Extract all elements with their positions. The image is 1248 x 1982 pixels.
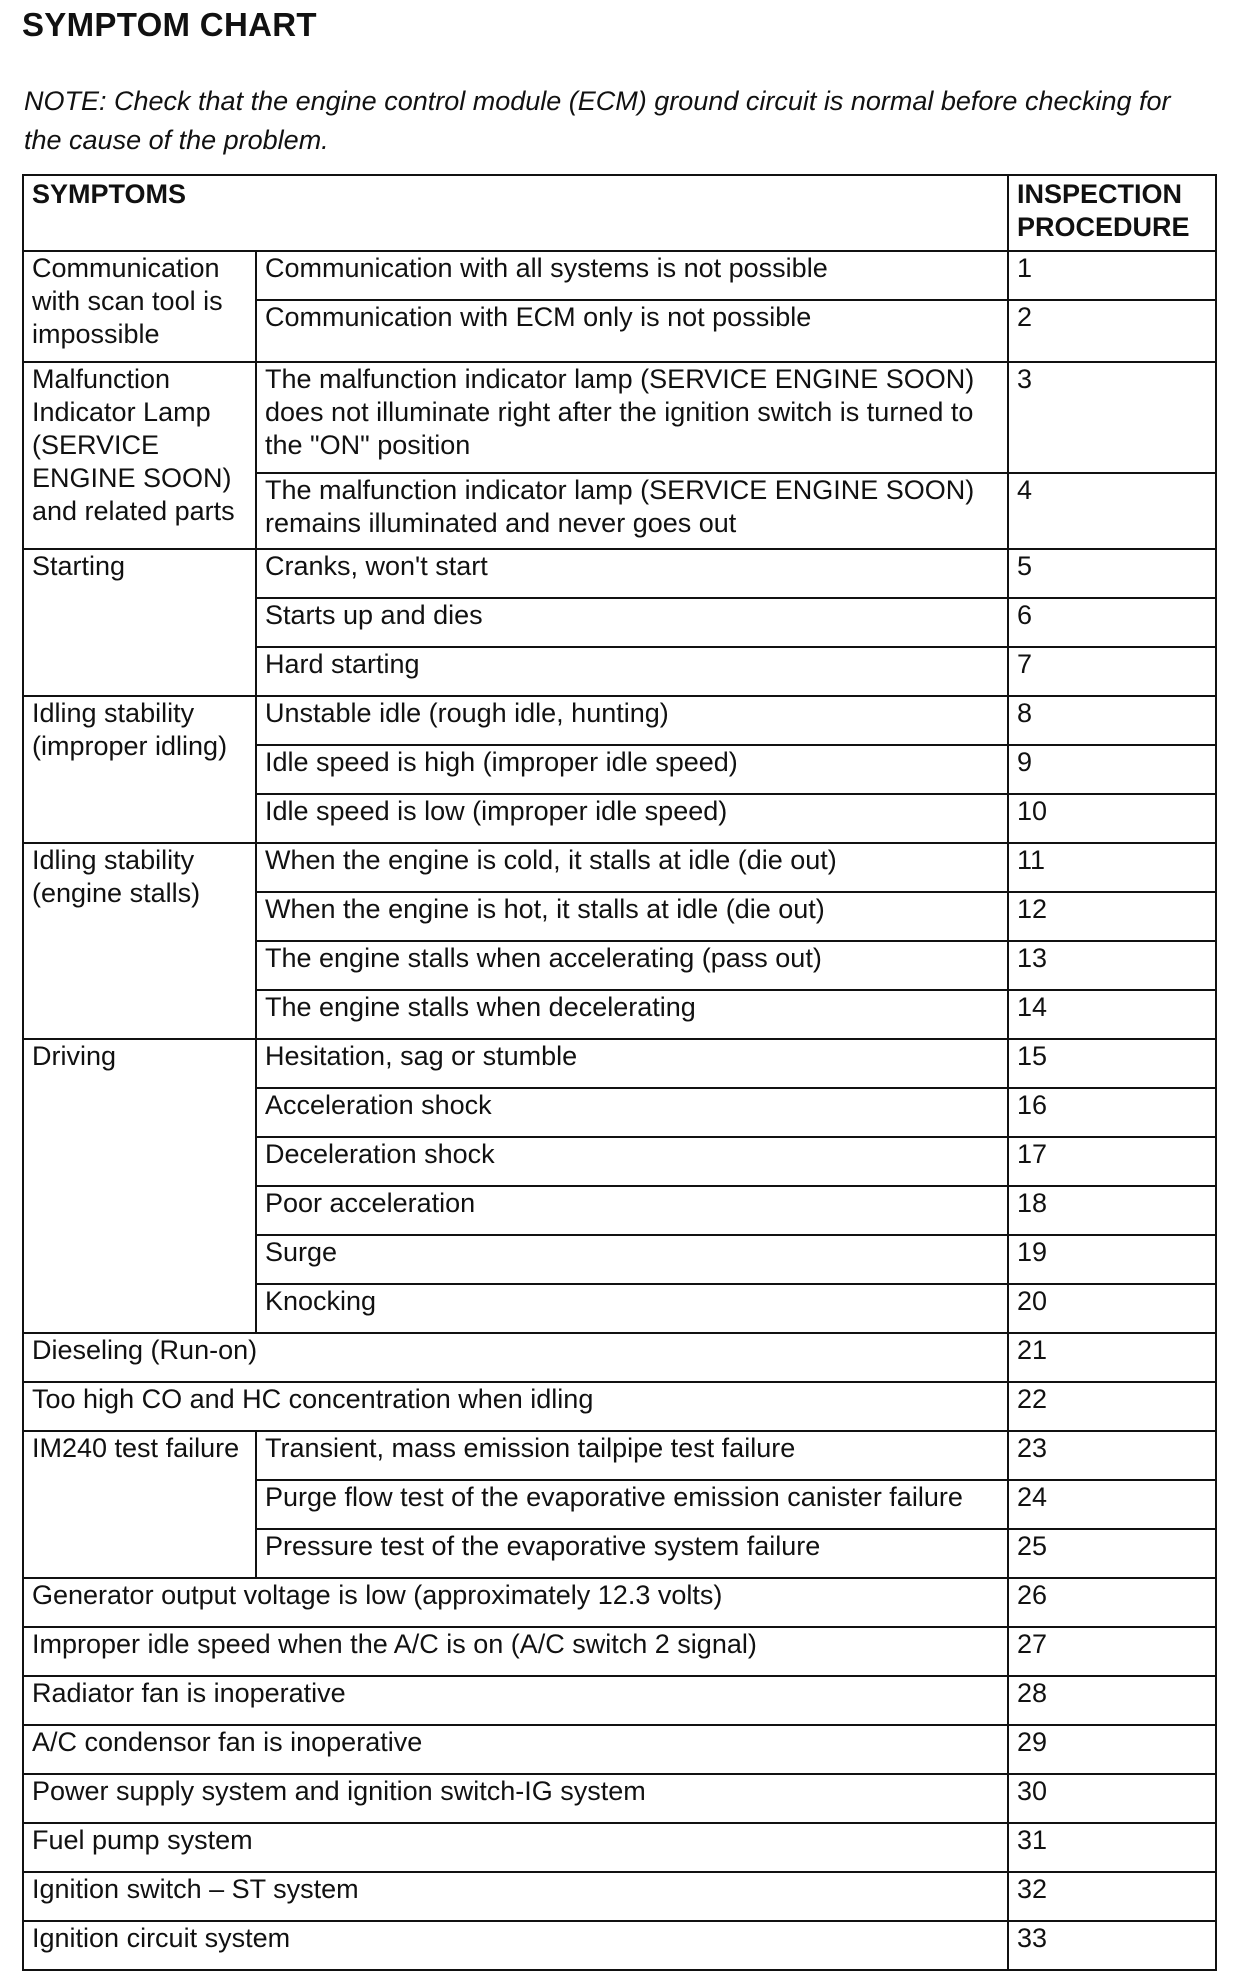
- group-communication: Communication with scan tool is impossible: [23, 251, 256, 362]
- group-idling-improper: Idling stability (improper idling): [23, 696, 256, 843]
- symptom-cell: Communication with all systems is not possible: [256, 251, 1008, 300]
- symptom-cell: Pressure test of the evaporative system failure: [256, 1529, 1008, 1578]
- procedure-cell: 24: [1008, 1480, 1216, 1529]
- symptom-cell: Hard starting: [256, 647, 1008, 696]
- procedure-cell: 25: [1008, 1529, 1216, 1578]
- note-text: NOTE: Check that the engine control module (ECM) ground circuit is normal before checking for the cause of the problem.: [24, 86, 1171, 155]
- symptom-cell: Surge: [256, 1235, 1008, 1284]
- procedure-cell: 10: [1008, 794, 1216, 843]
- group-driving: Driving: [23, 1039, 256, 1333]
- table-row: [23, 1823, 1216, 1872]
- procedure-cell: 29: [1008, 1725, 1216, 1774]
- procedure-cell: 6: [1008, 598, 1216, 647]
- symptom-cell: Acceleration shock: [256, 1088, 1008, 1137]
- table-row: [23, 843, 1216, 892]
- procedure-cell: 31: [1008, 1823, 1216, 1872]
- procedure-cell: 28: [1008, 1676, 1216, 1725]
- table-row: [23, 549, 1216, 598]
- table-row: [23, 1676, 1216, 1725]
- page-title: SYMPTOM CHART: [22, 6, 317, 43]
- symptom-cell: Fuel pump system: [23, 1823, 1008, 1872]
- header-symptoms: SYMPTOMS: [23, 175, 1008, 251]
- procedure-cell: 15: [1008, 1039, 1216, 1088]
- table-row: [23, 1578, 1216, 1627]
- table-row: [23, 1921, 1216, 1970]
- procedure-cell: 30: [1008, 1774, 1216, 1823]
- table-row: [23, 362, 1216, 473]
- table-row: [23, 1039, 1216, 1088]
- symptom-table: [22, 174, 1217, 1971]
- symptom-cell: A/C condensor fan is inoperative: [23, 1725, 1008, 1774]
- symptom-cell: The malfunction indicator lamp (SERVICE ENGINE SOON) does not illuminate right after the ignition switch is turned to the "ON" position: [256, 362, 1008, 473]
- symptom-cell: Power supply system and ignition switch-IG system: [23, 1774, 1008, 1823]
- procedure-cell: 3: [1008, 362, 1216, 473]
- symptom-cell: Ignition circuit system: [23, 1921, 1008, 1970]
- symptom-cell: Deceleration shock: [256, 1137, 1008, 1186]
- procedure-cell: 9: [1008, 745, 1216, 794]
- procedure-cell: 5: [1008, 549, 1216, 598]
- procedure-cell: 26: [1008, 1578, 1216, 1627]
- table-row: [23, 1627, 1216, 1676]
- procedure-cell: 14: [1008, 990, 1216, 1039]
- symptom-cell: The malfunction indicator lamp (SERVICE ENGINE SOON) remains illuminated and never goes out: [256, 473, 1008, 549]
- procedure-cell: 17: [1008, 1137, 1216, 1186]
- symptom-cell: When the engine is hot, it stalls at idle (die out): [256, 892, 1008, 941]
- table-row: [23, 251, 1216, 300]
- table-header-row: [23, 175, 1216, 251]
- procedure-cell: 21: [1008, 1333, 1216, 1382]
- symptom-cell: Idle speed is high (improper idle speed): [256, 745, 1008, 794]
- table-row: [23, 1872, 1216, 1921]
- procedure-cell: 20: [1008, 1284, 1216, 1333]
- procedure-cell: 32: [1008, 1872, 1216, 1921]
- symptom-cell: Purge flow test of the evaporative emission canister failure: [256, 1480, 1008, 1529]
- procedure-cell: 16: [1008, 1088, 1216, 1137]
- procedure-cell: 33: [1008, 1921, 1216, 1970]
- symptom-cell: Unstable idle (rough idle, hunting): [256, 696, 1008, 745]
- group-im240: IM240 test failure: [23, 1431, 256, 1578]
- symptom-cell: Radiator fan is inoperative: [23, 1676, 1008, 1725]
- procedure-cell: 22: [1008, 1382, 1216, 1431]
- procedure-cell: 19: [1008, 1235, 1216, 1284]
- group-mil: Malfunction Indicator Lamp (SERVICE ENGINE SOON) and related parts: [23, 362, 256, 549]
- group-idling-stalls: Idling stability (engine stalls): [23, 843, 256, 1039]
- procedure-cell: 12: [1008, 892, 1216, 941]
- procedure-cell: 11: [1008, 843, 1216, 892]
- symptom-cell: Ignition switch – ST system: [23, 1872, 1008, 1921]
- symptom-cell: Transient, mass emission tailpipe test failure: [256, 1431, 1008, 1480]
- header-procedure: INSPECTION PROCEDURE: [1008, 175, 1216, 251]
- symptom-cell: The engine stalls when decelerating: [256, 990, 1008, 1039]
- group-starting: Starting: [23, 549, 256, 696]
- procedure-cell: 23: [1008, 1431, 1216, 1480]
- symptom-cell: Generator output voltage is low (approximately 12.3 volts): [23, 1578, 1008, 1627]
- table-row: [23, 1382, 1216, 1431]
- symptom-cell: Communication with ECM only is not possible: [256, 300, 1008, 362]
- table-row: [23, 1774, 1216, 1823]
- procedure-cell: 13: [1008, 941, 1216, 990]
- procedure-cell: 18: [1008, 1186, 1216, 1235]
- symptom-cell: Starts up and dies: [256, 598, 1008, 647]
- symptom-cell: The engine stalls when accelerating (pass out): [256, 941, 1008, 990]
- symptom-cell: Too high CO and HC concentration when idling: [23, 1382, 1008, 1431]
- symptom-cell: Hesitation, sag or stumble: [256, 1039, 1008, 1088]
- table-row: [23, 1725, 1216, 1774]
- table-row: [23, 1431, 1216, 1480]
- procedure-cell: 8: [1008, 696, 1216, 745]
- table-row: [23, 1333, 1216, 1382]
- procedure-cell: 4: [1008, 473, 1216, 549]
- procedure-cell: 1: [1008, 251, 1216, 300]
- symptom-cell: Knocking: [256, 1284, 1008, 1333]
- procedure-cell: 7: [1008, 647, 1216, 696]
- procedure-cell: 27: [1008, 1627, 1216, 1676]
- symptom-cell: Cranks, won't start: [256, 549, 1008, 598]
- symptom-cell: Improper idle speed when the A/C is on (A/C switch 2 signal): [23, 1627, 1008, 1676]
- symptom-cell: When the engine is cold, it stalls at idle (die out): [256, 843, 1008, 892]
- table-row: [23, 696, 1216, 745]
- symptom-cell: Dieseling (Run-on): [23, 1333, 1008, 1382]
- procedure-cell: 2: [1008, 300, 1216, 362]
- symptom-cell: Idle speed is low (improper idle speed): [256, 794, 1008, 843]
- symptom-cell: Poor acceleration: [256, 1186, 1008, 1235]
